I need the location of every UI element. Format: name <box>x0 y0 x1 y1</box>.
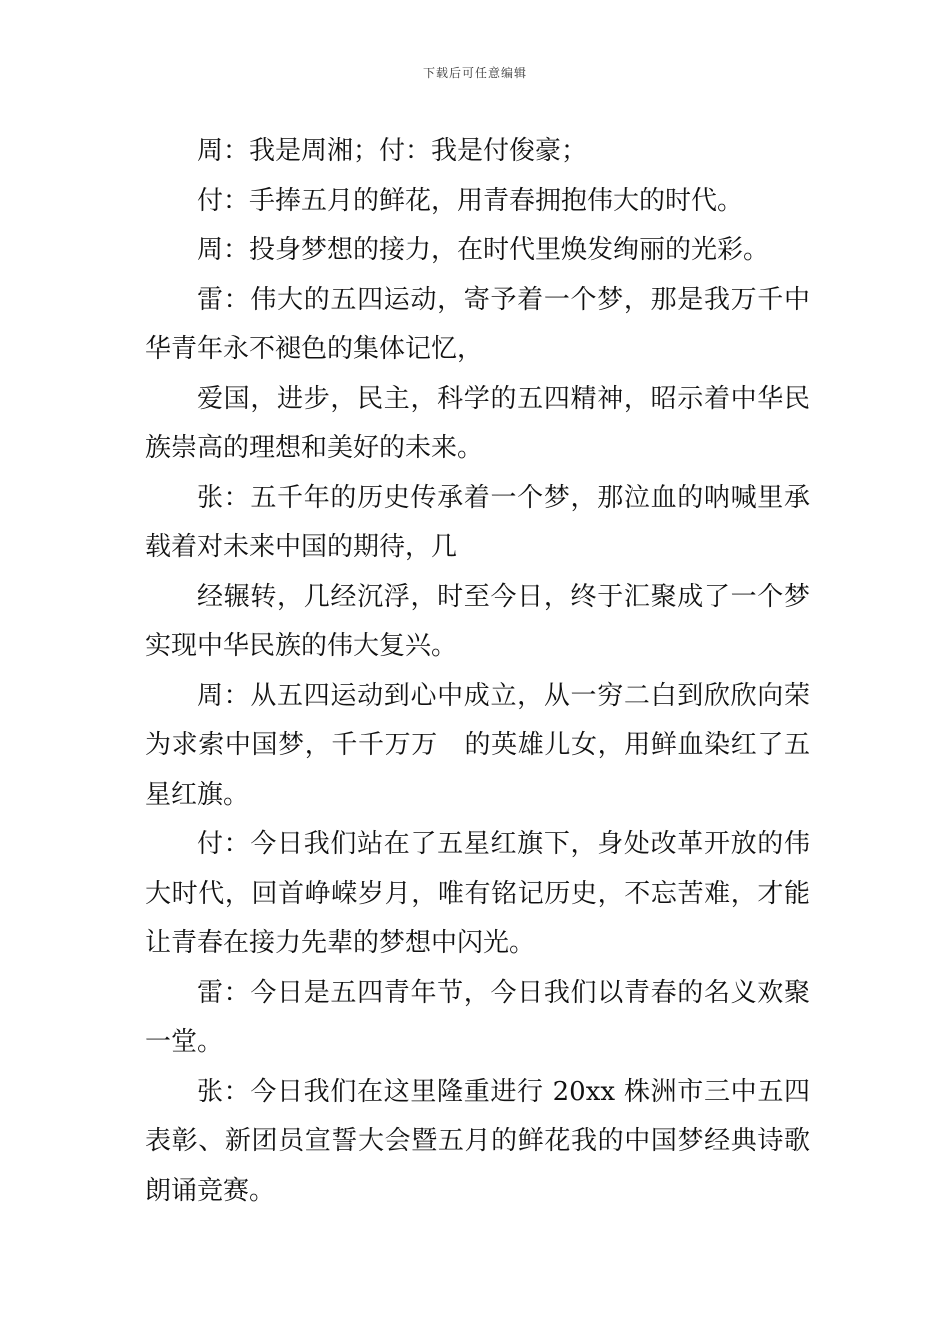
header-note: 下载后可任意编辑 <box>422 66 527 80</box>
paragraph-6: 张：五千年的历史传承着一个梦，那泣血的呐喊里承载着对未来中国的期待，几 <box>145 482 810 562</box>
paragraph-8: 周：从五四运动到心中成立，从一穷二白到欣欣向荣为求索中国梦，千千万万 的英雄儿女，用鲜血染红了五星红旗。 <box>145 680 810 810</box>
paragraph-11: 张：今日我们在这里隆重进行 20xx 株洲市三中五四表彰、新团员宣誓大会暨五月的鲜花我的中国梦经典诗歌朗诵竞赛。 <box>145 1076 810 1206</box>
paragraph-7: 经辗转，几经沉浮，时至今日，终于汇聚成了一个梦实现中华民族的伟大复兴。 <box>145 581 810 661</box>
paragraph-1: 周：我是周湘；付：我是付俊豪； <box>197 136 588 166</box>
paragraph-9: 付：今日我们站在了五星红旗下，身处改革开放的伟大时代，回首峥嵘岁月，唯有铭记历史，不忘苦难，才能让青春在接力先辈的梦想中闪光。 <box>145 829 810 958</box>
paragraph-10: 雷：今日是五四青年节，今日我们以青春的名义欢聚一堂。 <box>145 977 810 1057</box>
body-text <box>145 127 810 1216</box>
paragraph-4: 雷：伟大的五四运动，寄予着一个梦，那是我万千中华青年永不褪色的集体记忆， <box>145 284 810 364</box>
paragraph-5: 爱国，进步，民主，科学的五四精神，昭示着中华民族崇高的理想和美好的未来。 <box>145 383 810 463</box>
paragraph-2: 付：手捧五月的鲜花，用青春拥抱伟大的时代。 <box>197 185 744 216</box>
paragraph-3: 周：投身梦想的接力，在时代里焕发绚丽的光彩。 <box>197 235 770 265</box>
